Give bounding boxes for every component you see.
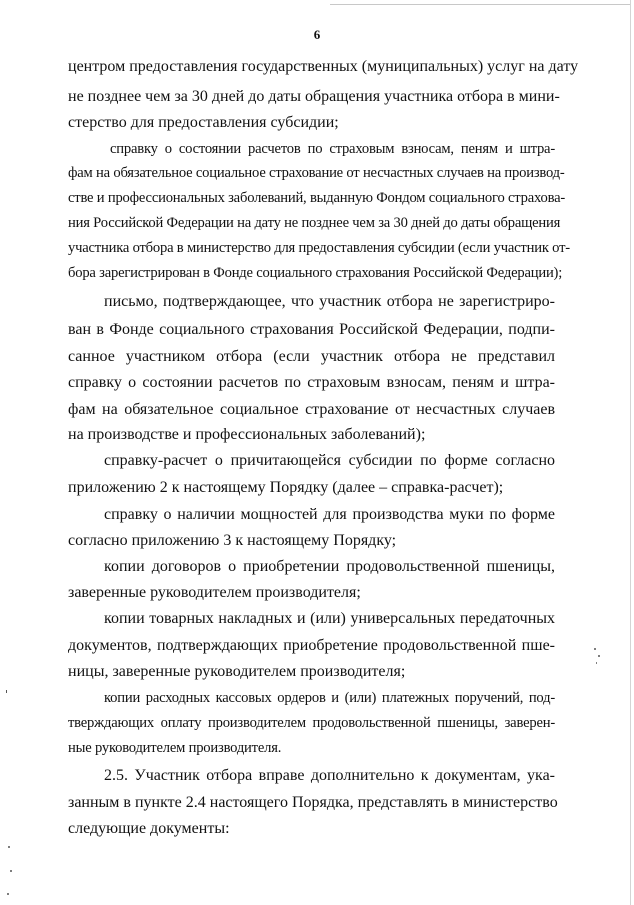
scan-edge-right [630,0,631,905]
text-line: следующие документы: [68,820,230,837]
text-line: ван в Фонде социального страхования Российской Федерации, подпи- [68,321,555,338]
text-line: справку о состоянии расчетов по страховым взносам, пеням и штра- [68,374,555,391]
text-line: приложению 2 к настоящему Порядку (далее – справка-расчет); [68,479,504,496]
scan-speck [7,893,9,895]
text-line: 2.5. Участник отбора вправе дополнительно к документам, ука- [104,767,555,784]
text-line: заверенные руководителем производителя; [68,584,361,601]
text-line: справку о наличии мощностей для производства муки по форме [104,506,555,523]
text-line: копии договоров о приобретении продовольственной пшеницы, [104,558,555,575]
text-line: согласно приложению 3 к настоящему Порядку; [68,532,397,549]
text-line: документов, подтверждающих приобретение продовольственной пше- [68,637,555,654]
text-line: тверждающих оплату производителем продовольственной пшеницы, заверен- [68,715,555,731]
text-line: ницы, заверенные руководителем производителя; [68,663,406,680]
text-line: занным в пункте 2.4 настоящего Порядка, представлять в министерство [68,794,558,811]
text-line: стерство для предоставления субсидии; [68,114,339,131]
text-line: ния Российской Федерации на дату не позднее чем за 30 дней до даты обращения [68,215,561,231]
page-number: 6 [313,27,321,42]
text-line: фам на обязательное социальное страхование от несчастных случаев на производ- [68,165,565,181]
scan-edge-top [330,4,630,5]
text-line: копии расходных кассовых ордеров и (или) платежных поручений, под- [104,690,555,706]
text-line: ные руководителем производителя. [68,740,282,756]
text-line: участника отбора в министерство для предоставления субсидии (если участник от- [68,240,570,256]
text-line: справку о состоянии расчетов по страховым взносам, пеням и штра- [110,141,555,157]
scan-speck [8,846,10,848]
text-line: копии товарных накладных и (или) универсальных передаточных [104,610,555,627]
text-line: письмо, подтверждающее, что участник отбора не зарегистриро- [104,293,555,310]
text-line: не позднее чем за 30 дней до даты обращения участника отбора в мини- [68,88,560,105]
text-line: справку-расчет о причитающейся субсидии по форме согласно [104,452,555,469]
scan-speck [598,655,600,657]
text-line: на производстве и профессиональных заболеваний); [68,426,426,443]
scan-speck [6,690,7,693]
text-line: стве и профессиональных заболеваний, выданную Фондом социального страхова- [68,190,566,206]
text-line: санное участником отбора (если участник отбора не представил [68,348,555,365]
text-line: фам на обязательное социальное страхование от несчастных случаев [68,401,555,418]
scan-speck [10,870,12,872]
scan-speck [596,662,597,664]
text-line: центром предоставления государственных (муниципальных) услуг на дату [68,58,579,75]
scan-speck [594,648,596,650]
text-line: бора зарегистрирован в Фонде социального страхования Российской Федерации); [68,265,563,281]
